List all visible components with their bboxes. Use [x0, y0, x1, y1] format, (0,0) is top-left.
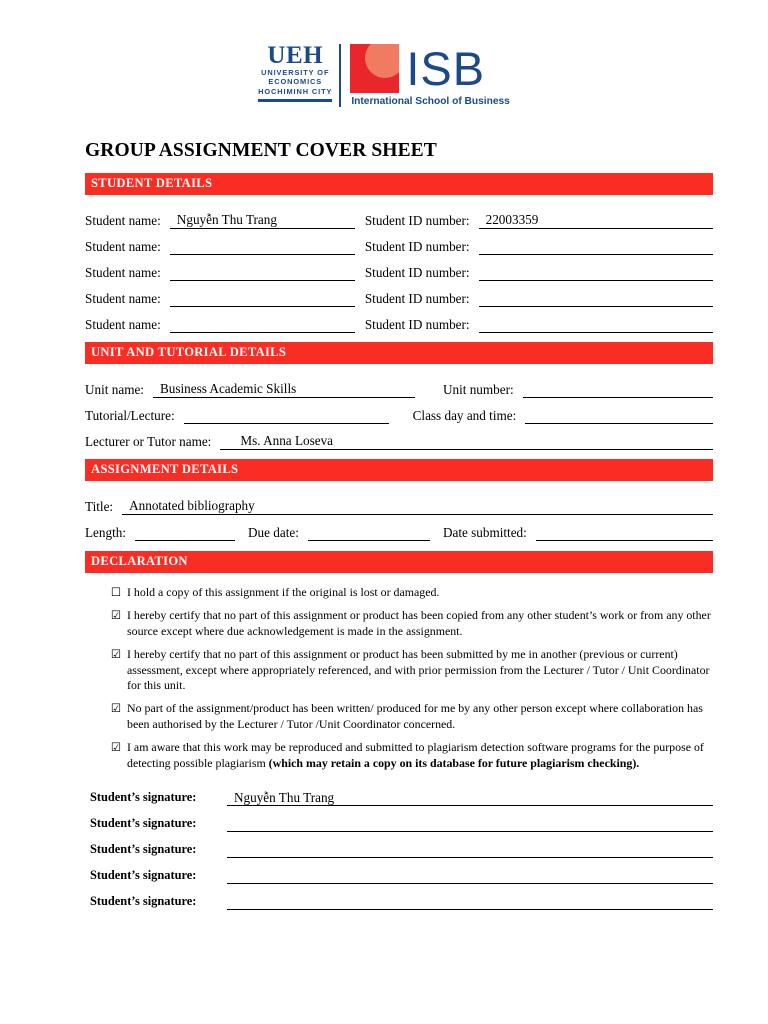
student-id-label: Student ID number: — [364, 317, 470, 332]
signature-input[interactable] — [227, 867, 713, 884]
student-name-input[interactable] — [170, 212, 355, 229]
unit-name-input[interactable] — [153, 381, 415, 398]
tutorial-row — [85, 398, 713, 424]
tutorial-input[interactable] — [184, 407, 389, 424]
signature-row — [90, 780, 713, 806]
ueh-subtitle-line-1: UNIVERSITY OF — [261, 68, 330, 77]
date-submitted-label: Date submitted: — [442, 525, 527, 540]
lecturer-input[interactable] — [220, 433, 713, 450]
declaration-text-bold: (which may retain a copy on its database for future plagiarism checking). — [268, 755, 640, 770]
unit-number-input[interactable] — [523, 381, 713, 398]
due-date-input[interactable] — [308, 524, 430, 541]
declaration-text — [127, 701, 713, 732]
student-name-label: Student name: — [85, 317, 161, 332]
signature-label: Student’s signature: — [90, 868, 197, 883]
page-title: GROUP ASSIGNMENT COVER SHEET — [85, 140, 437, 161]
length-label: Length: — [85, 525, 127, 540]
student-id-label: Student ID number: — [364, 239, 470, 254]
assignment-title-row — [85, 489, 713, 515]
ueh-subtitle-line-3: HOCHIMINH CITY — [258, 86, 333, 96]
student-id-value: 22003359 — [485, 212, 539, 227]
checkbox-checked-icon[interactable]: ☑ — [110, 608, 122, 623]
table-row — [85, 307, 713, 333]
checkbox-unchecked-icon[interactable]: ☐ — [110, 585, 122, 599]
unit-name-label: Unit name: — [85, 382, 144, 397]
signature-label: Student’s signature: — [90, 894, 197, 909]
assignment-details-rows — [85, 489, 713, 541]
table-row — [85, 281, 713, 307]
student-name-input[interactable] — [170, 316, 355, 333]
lecturer-value: Ms. Anna Loseva — [240, 433, 334, 448]
signature-input[interactable] — [227, 815, 713, 832]
institution-logo — [0, 0, 768, 107]
checkbox-checked-icon[interactable]: ☑ — [110, 647, 122, 662]
isb-logo — [341, 44, 510, 107]
signature-list — [85, 780, 713, 910]
declaration-text-main: No part of the assignment/product has been written/ produced for me by any other person except where collaboration has been authorised by the Lecturer / Tutor /Unit Coordinator concerned. — [127, 701, 703, 731]
signature-value: Nguyễn Thu Trang — [234, 790, 335, 806]
assignment-title-input[interactable] — [122, 498, 713, 515]
date-submitted-input[interactable] — [536, 524, 713, 541]
table-row — [85, 255, 713, 281]
declaration-text — [127, 585, 713, 600]
due-date-label: Due date: — [248, 525, 299, 540]
assignment-title-label: Title: — [85, 499, 114, 514]
student-id-input[interactable] — [479, 238, 713, 255]
isb-wordmark: ISB — [406, 42, 486, 95]
student-id-input[interactable] — [479, 316, 713, 333]
class-day-label: Class day and time: — [412, 408, 517, 423]
list-item — [110, 585, 713, 600]
signature-row — [90, 884, 713, 910]
signature-label: Student’s signature: — [90, 790, 197, 805]
section-heading-student-details: STUDENT DETAILS — [85, 173, 713, 195]
unit-name-row — [85, 372, 713, 398]
signature-label: Student’s signature: — [90, 816, 197, 831]
ueh-subtitle-line-2: ECONOMICS — [268, 77, 323, 87]
student-id-input[interactable] — [479, 212, 713, 229]
declaration-text-main: I hereby certify that no part of this assignment or product has been submitted by me in another (previous or current) assessment, except where appropriately referenced, and with prior permission from the Lecturer / Tutor / Unit Coordinator for this unit. — [127, 647, 710, 693]
checkbox-checked-icon[interactable]: ☑ — [110, 740, 122, 755]
section-heading-declaration: DECLARATION — [85, 551, 713, 573]
ueh-wordmark: UEH — [267, 42, 324, 69]
tutorial-label: Tutorial/Lecture: — [85, 408, 175, 423]
declaration-list — [85, 585, 713, 771]
isb-circle-icon — [365, 44, 399, 78]
student-name-label: Student name: — [85, 291, 161, 306]
checkbox-checked-icon[interactable]: ☑ — [110, 701, 122, 716]
student-name-input[interactable] — [170, 264, 355, 281]
list-item — [110, 608, 713, 639]
signature-row — [90, 858, 713, 884]
signature-row — [90, 832, 713, 858]
section-heading-assignment-details: ASSIGNMENT DETAILS — [85, 459, 713, 481]
signature-input[interactable] — [227, 789, 713, 806]
unit-name-value: Business Academic Skills — [159, 381, 297, 396]
declaration-text — [127, 647, 713, 693]
declaration-text — [127, 740, 713, 771]
length-input[interactable] — [135, 524, 235, 541]
isb-tagline: International School of Business — [351, 96, 510, 107]
declaration-text-main: I hereby certify that no part of this assignment or product has been copied from any other student’s work or from any other source except where due acknowledgement is made in the assignment. — [127, 608, 711, 638]
signature-input[interactable] — [227, 841, 713, 858]
unit-details-rows — [85, 372, 713, 450]
student-name-label: Student name: — [85, 239, 161, 254]
section-heading-unit-details: UNIT AND TUTORIAL DETAILS — [85, 342, 713, 364]
student-id-label: Student ID number: — [364, 265, 470, 280]
signature-row — [90, 806, 713, 832]
signature-input[interactable] — [227, 893, 713, 910]
list-item — [110, 740, 713, 771]
lecturer-label: Lecturer or Tutor name: — [85, 434, 212, 449]
ueh-logo — [258, 44, 341, 107]
student-id-input[interactable] — [479, 290, 713, 307]
student-id-input[interactable] — [479, 264, 713, 281]
student-id-label: Student ID number: — [364, 291, 470, 306]
student-name-input[interactable] — [170, 238, 355, 255]
student-name-value: Nguyễn Thu Trang — [176, 212, 277, 227]
student-id-label: Student ID number: — [364, 213, 470, 228]
declaration-text-main: I hold a copy of this assignment if the original is lost or damaged. — [127, 585, 440, 599]
list-item — [110, 701, 713, 732]
unit-number-label: Unit number: — [442, 382, 514, 397]
lecturer-row — [85, 424, 713, 450]
assignment-dates-row — [85, 515, 713, 541]
assignment-title-value: Annotated bibliography — [129, 498, 255, 513]
signature-label: Student’s signature: — [90, 842, 197, 857]
table-row — [85, 229, 713, 255]
student-details-rows — [85, 203, 713, 333]
declaration-text — [127, 608, 713, 639]
ueh-underline-rule — [258, 99, 332, 102]
student-name-label: Student name: — [85, 265, 161, 280]
student-name-input[interactable] — [170, 290, 355, 307]
list-item — [110, 647, 713, 693]
student-name-label: Student name: — [85, 213, 161, 228]
document-body — [85, 140, 713, 910]
isb-square-icon — [350, 44, 399, 93]
class-day-input[interactable] — [525, 407, 713, 424]
declaration-text-main: I am aware that this work may be reproduced and submitted to plagiarism detection software programs for the purpose of detecting possible plagiarism — [127, 740, 704, 770]
table-row — [85, 203, 713, 229]
